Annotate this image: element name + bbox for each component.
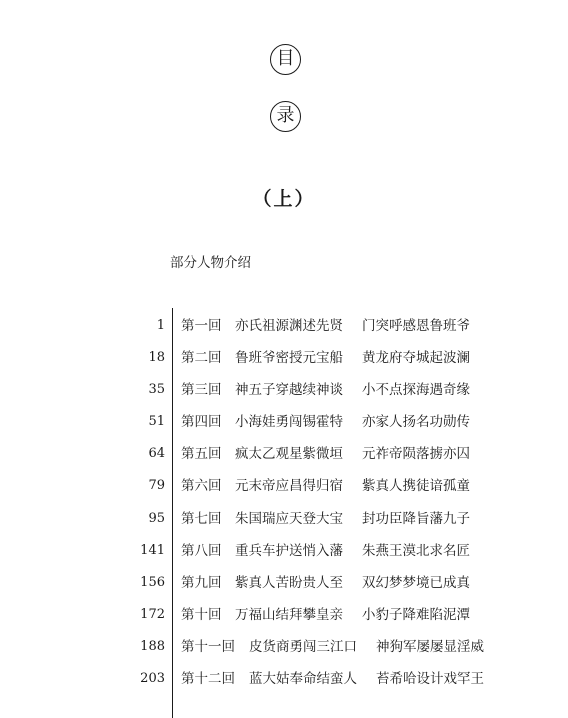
chapter-title-second: 门突呼感恩鲁班爷 — [362, 318, 470, 334]
chapter-title-first: 紫真人苦盼贵人至 — [235, 574, 343, 591]
page-number: 188 — [140, 638, 165, 654]
toc-entry[interactable] — [0, 313, 568, 345]
page-number: 95 — [148, 510, 165, 526]
page-number: 51 — [148, 414, 165, 430]
title-char-lu: 录 — [270, 101, 301, 132]
chapter-title-first: 重兵车护送悄入藩 — [235, 542, 343, 559]
chapter-number: 第十二回 — [181, 671, 235, 688]
chapter-title-first: 朱国瑞应天登大宝 — [235, 510, 343, 527]
page-number: 18 — [148, 350, 165, 366]
toc-entry[interactable] — [0, 377, 568, 409]
toc-entry[interactable] — [0, 441, 568, 473]
toc-entry[interactable] — [0, 634, 568, 666]
toc-entry[interactable] — [0, 538, 568, 570]
page-number: 156 — [140, 574, 165, 590]
chapter-title-first: 疯太乙观星紫微垣 — [235, 446, 343, 463]
toc-entry[interactable] — [0, 473, 568, 505]
character-intro-link[interactable]: 部分人物介绍 — [170, 255, 251, 271]
title-char-mu: 目 — [270, 44, 301, 75]
chapter-number: 第四回 — [181, 414, 222, 431]
toc-entry[interactable] — [0, 345, 568, 377]
chapter-title-second: 紫真人携徒谙孤童 — [362, 478, 470, 495]
toc-entry[interactable] — [0, 666, 568, 698]
chapter-number: 第八回 — [181, 542, 222, 559]
chapter-title-first: 鲁班爷密授元宝船 — [235, 350, 343, 367]
chapter-title-first: 元末帝应昌得归宿 — [235, 478, 343, 495]
chapter-title-second: 亦家人扬名功勋传 — [362, 414, 470, 431]
chapter-title-second: 封功臣降旨藩九子 — [362, 510, 470, 527]
chapter-title-first: 万福山结拜攀皇亲 — [235, 606, 343, 623]
page-number: 203 — [140, 671, 165, 687]
page-number: 1 — [156, 318, 165, 333]
chapter-title-second: 黄龙府夺城起波澜 — [362, 350, 470, 367]
page-number: 35 — [148, 382, 165, 398]
chapter-title-second: 元祚帝陨落掳亦囚 — [362, 446, 470, 463]
page-number: 64 — [148, 446, 165, 462]
chapter-title-first: 皮货商勇闯三江口 — [249, 638, 357, 655]
chapter-number: 第七回 — [181, 510, 222, 527]
chapter-number: 第三回 — [181, 382, 222, 399]
chapter-title-second: 朱燕王漠北求名匠 — [362, 542, 470, 559]
chapter-number: 第一回 — [181, 318, 222, 334]
toc-entry[interactable] — [0, 506, 568, 538]
chapter-title-first: 蓝大姑奉命结蛮人 — [249, 671, 357, 688]
chapter-number: 第十回 — [181, 606, 222, 623]
page-number: 141 — [140, 542, 165, 558]
chapter-title-first: 亦氏祖源渊述先贤 — [235, 318, 343, 334]
page-number: 172 — [140, 606, 165, 622]
chapter-title-second: 神狗军屡屡显淫威 — [376, 638, 484, 655]
chapter-number: 第六回 — [181, 478, 222, 495]
toc-entry[interactable] — [0, 570, 568, 602]
chapter-number: 第十一回 — [181, 638, 235, 655]
toc-list — [0, 313, 568, 698]
chapter-title-first: 小海娃勇闯锡霍特 — [235, 414, 343, 431]
toc-entry[interactable] — [0, 602, 568, 634]
chapter-title-second: 小豹子降难陷泥潭 — [362, 606, 470, 623]
volume-label: （上） — [252, 188, 316, 210]
page-number: 79 — [148, 478, 165, 494]
chapter-title-second: 小不点探海遇奇缘 — [362, 382, 470, 399]
chapter-number: 第九回 — [181, 574, 222, 591]
chapter-number: 第五回 — [181, 446, 222, 463]
toc-entry[interactable] — [0, 409, 568, 441]
chapter-title-first: 神五子穿越续神谈 — [235, 382, 343, 399]
chapter-title-second: 苔希哈设计戏罕王 — [376, 671, 484, 688]
chapter-number: 第二回 — [181, 350, 222, 367]
chapter-title-second: 双幻梦梦境已成真 — [362, 574, 470, 591]
